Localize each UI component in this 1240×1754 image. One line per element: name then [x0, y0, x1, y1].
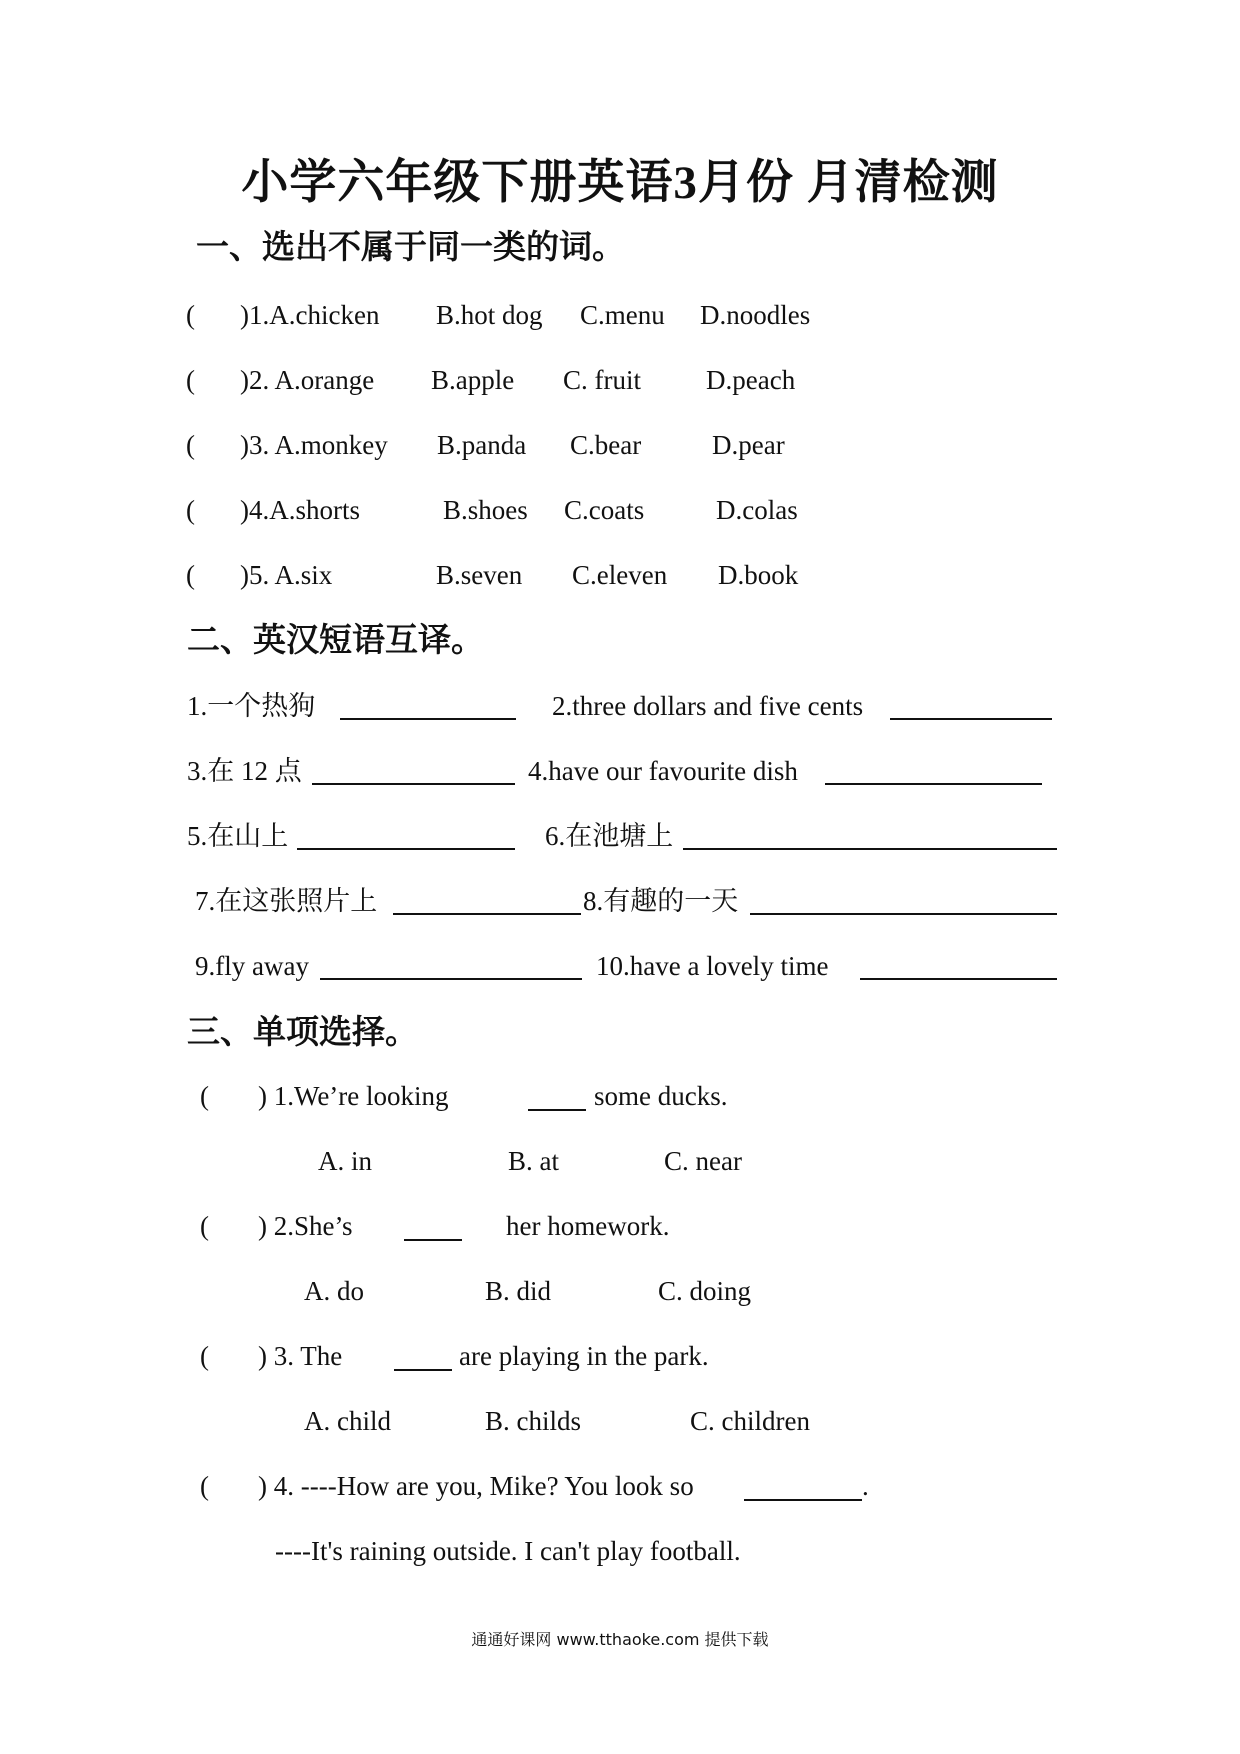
- mc-q4-stem: ) 4. ----How are you, Mike? You look so: [258, 1471, 694, 1501]
- mc-q4-blank[interactable]: [744, 1477, 862, 1501]
- phrase-3-blank[interactable]: [312, 761, 515, 785]
- q1-option-c: C.menu: [580, 300, 665, 330]
- phrase-10: [596, 946, 828, 986]
- phrase-8-blank[interactable]: [750, 891, 1057, 915]
- phrase-10-text: 10.have a lovely time: [596, 951, 829, 981]
- q3-option-d: D.pear: [712, 430, 785, 460]
- mc-q1-option-b: B. at: [508, 1146, 559, 1176]
- q1-option-a: )1.A.chicken: [240, 300, 380, 330]
- q3-option-b: B.panda: [437, 430, 527, 460]
- section-1-heading: 一、选出不属于同一类的词。: [196, 230, 625, 266]
- mc-q2-blank[interactable]: [404, 1217, 462, 1241]
- phrase-1-blank[interactable]: [340, 696, 516, 720]
- mc-q3-option-a: A. child: [304, 1406, 391, 1436]
- phrase-5-blank[interactable]: [297, 826, 515, 850]
- q2-paren: (: [186, 365, 195, 395]
- mc-q2-option-a: A. do: [304, 1276, 364, 1306]
- phrase-3: [187, 751, 302, 791]
- phrase-5: [187, 816, 288, 856]
- mc-q1-option-a: A. in: [318, 1146, 372, 1176]
- phrase-4: [528, 751, 798, 791]
- mc-q3-blank[interactable]: [394, 1347, 452, 1371]
- phrase-7-blank[interactable]: [393, 891, 581, 915]
- q1-paren: (: [186, 300, 195, 330]
- phrase-7-text: 7.在这张照片上: [195, 886, 378, 916]
- section-2-heading: 二、英汉短语互译。: [187, 623, 484, 659]
- phrase-2: [552, 686, 863, 726]
- phrase-2-text: 2.three dollars and five cents: [552, 691, 864, 721]
- mc-q2-paren: (: [200, 1211, 209, 1241]
- q4-paren: (: [186, 495, 195, 525]
- q3-paren: (: [186, 430, 195, 460]
- phrase-1-text: 1.一个热狗: [187, 691, 316, 721]
- phrase-6-blank[interactable]: [683, 826, 1057, 850]
- phrase-6-text: 6.在池塘上: [545, 821, 674, 851]
- mc-q2-rest: her homework.: [506, 1211, 670, 1241]
- q5-option-d: D.book: [718, 560, 799, 590]
- mc-q1-option-c: C. near: [664, 1146, 742, 1176]
- phrase-4-text: 4.have our favourite dish: [528, 756, 798, 786]
- q1-option-b: B.hot dog: [436, 300, 543, 330]
- q2-option-b: B.apple: [431, 365, 515, 395]
- q4-option-c: C.coats: [564, 495, 645, 525]
- q2-option-a: )2. A.orange: [240, 365, 375, 395]
- mc-q3-rest: are playing in the park.: [459, 1341, 709, 1371]
- q4-option-a: )4.A.shorts: [240, 495, 360, 525]
- phrase-1: [187, 686, 315, 726]
- mc-q1-blank[interactable]: [528, 1087, 586, 1111]
- q5-option-a: )5. A.six: [240, 560, 333, 590]
- mc-q4-period: .: [862, 1471, 869, 1501]
- q3-option-a: )3. A.monkey: [240, 430, 388, 460]
- mc-q4-reply: ----It's raining outside. I can't play football.: [275, 1536, 741, 1566]
- mc-q3-stem: ) 3. The: [258, 1341, 343, 1371]
- mc-q3-option-b: B. childs: [485, 1406, 582, 1436]
- q4-option-d: D.colas: [716, 495, 798, 525]
- page-title: 小学六年级下册英语3月份 月清检测: [241, 157, 999, 209]
- phrase-2-blank[interactable]: [890, 696, 1052, 720]
- phrase-8-text: 8.有趣的一天: [583, 886, 739, 916]
- q1-option-d: D.noodles: [700, 300, 811, 330]
- phrase-5-text: 5.在山上: [187, 821, 289, 851]
- phrase-9-blank[interactable]: [320, 956, 582, 980]
- q3-option-c: C.bear: [570, 430, 642, 460]
- phrase-6: [545, 816, 673, 856]
- mc-q3-option-c: C. children: [690, 1406, 810, 1436]
- mc-q3-paren: (: [200, 1341, 209, 1371]
- q5-option-c: C.eleven: [572, 560, 668, 590]
- phrase-8: [583, 881, 738, 921]
- mc-q1-rest: some ducks.: [594, 1081, 728, 1111]
- mc-q2-option-c: C. doing: [658, 1276, 752, 1306]
- section-3-heading: 三、单项选择。: [187, 1015, 418, 1051]
- phrase-10-blank[interactable]: [860, 956, 1057, 980]
- q4-option-b: B.shoes: [443, 495, 528, 525]
- mc-q1-paren: (: [200, 1081, 209, 1111]
- phrase-3-text: 3.在 12 点: [187, 756, 302, 786]
- mc-q1-stem: ) 1.We’re looking: [258, 1081, 449, 1111]
- footer-credit: 通通好课网 www.tthaoke.com 提供下载: [471, 1630, 769, 1649]
- mc-q2-stem: ) 2.She’s: [258, 1211, 353, 1241]
- phrase-9-text: 9.fly away: [195, 951, 309, 981]
- mc-q2-option-b: B. did: [485, 1276, 552, 1306]
- phrase-7: [195, 881, 377, 921]
- q2-option-d: D.peach: [706, 365, 796, 395]
- q5-paren: (: [186, 560, 195, 590]
- phrase-9: [195, 946, 309, 986]
- mc-q4-paren: (: [200, 1471, 209, 1501]
- q2-option-c: C. fruit: [563, 365, 641, 395]
- q5-option-b: B.seven: [436, 560, 523, 590]
- phrase-4-blank[interactable]: [825, 761, 1042, 785]
